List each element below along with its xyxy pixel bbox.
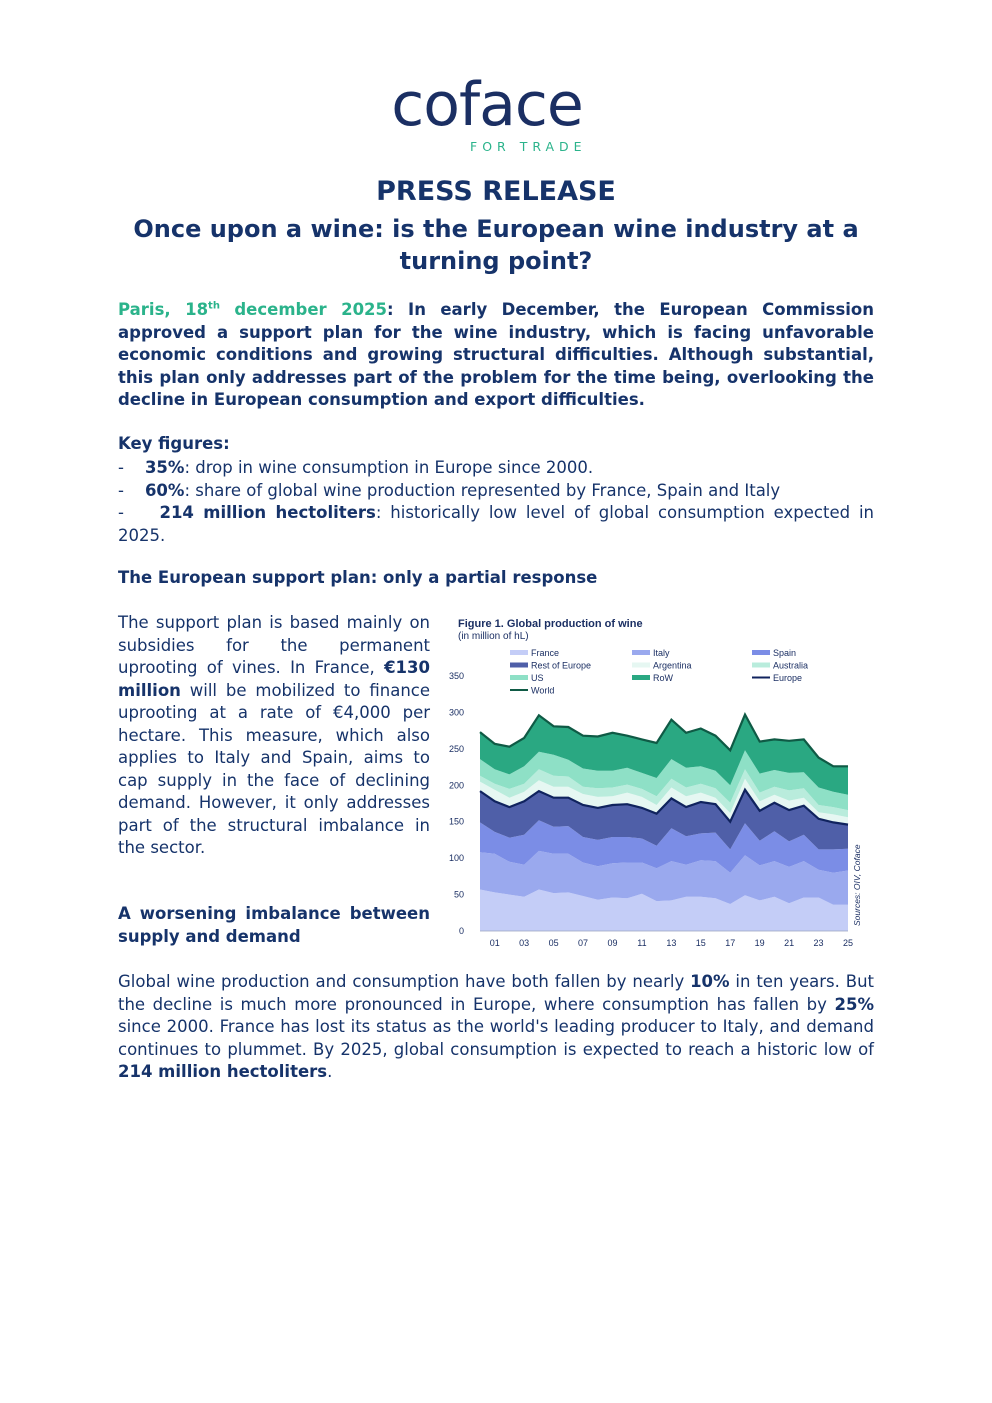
lead-text: In early December, the European Commission approved a support plan for the wine industry, which is facing unfavorable economic conditions and growing structural difficulties. Although substantial, this plan only addresses part of the problem for the time being, overlooking the decline in European consumption and export difficulties. [118,300,875,409]
legend-label: Argentina [653,660,692,671]
list-item [118,502,874,547]
x-tick-label: 15 [695,938,706,948]
key-figure-text: : drop in wine consumption in Europe since 2000. [184,458,594,477]
paragraph-bold: €130 million [118,658,430,700]
x-tick-label: 07 [578,938,589,948]
paragraph-text: in ten years. But the decline is much more pronounced in Europe, where consumption has fallen by [118,972,875,1014]
x-tick-label: 21 [784,938,795,948]
paragraph-text: Global wine production and consumption have both fallen by nearly [118,972,691,991]
lead-date: december 2025 [219,300,388,319]
legend-swatch [632,663,650,668]
list-item [118,457,874,480]
list-item [118,480,874,503]
y-tick-label: 250 [448,743,464,754]
legend-swatch [510,663,528,668]
key-figures-list [118,457,874,547]
y-tick-label: 50 [453,889,464,900]
x-tick-label: 01 [489,938,500,948]
x-tick-label: 23 [813,938,824,948]
imbalance-paragraph [118,971,874,1084]
legend-label: US [531,673,544,683]
legend-label: Italy [653,648,670,658]
key-figure-text: : historically low level of global consumption expected in 2025. [118,503,874,545]
y-tick-label: 100 [448,853,464,864]
x-tick-label: 25 [842,938,854,948]
press-release-label: PRESS RELEASE [376,176,616,207]
lead-place: Paris, 18 [118,300,209,319]
key-figure-value: 35% [144,458,185,477]
support-plan-paragraph [118,612,430,860]
paragraph-bold: 10% [690,972,730,991]
chart-subtitle: (in million of hL) [458,631,529,642]
list-dash: - [118,503,124,522]
paragraph-text: . [327,1062,333,1081]
legend-label: RoW [653,673,673,683]
y-tick-label: 350 [448,671,464,681]
section-heading-support-plan: The European support plan: only a partial response [118,568,598,587]
paragraph-text: since 2000. France has lost its status as the world's leading producer to Italy, and demand continues to plummet. By 2025, global consumption is expected to reach a historic low of [118,1017,874,1059]
legend-label: Spain [773,648,797,658]
paragraph-bold: 25% [834,994,874,1014]
chart-source: Sources: OIV, Coface [852,844,862,926]
coface-logo [362,70,612,160]
legend-swatch [632,650,650,655]
legend-swatch [510,675,528,680]
legend-label: World [531,685,555,696]
page-title: Once upon a wine: is the European wine industry at a turning point? [133,215,859,275]
legend-swatch [632,675,650,680]
key-figure-text: : share of global wine production represented by France, Spain and Italy [184,480,781,500]
paragraph-text: The support plan is based mainly on subsidies for the permanent uprooting of vines. In France, [118,613,430,677]
x-tick-label: 05 [548,938,559,948]
lead-date-sup: th [208,300,220,312]
legend-swatch [752,663,770,668]
logo-tagline: FOR TRADE [470,139,587,154]
legend-swatch [752,650,770,655]
chart-title: Figure 1. Global production of wine [458,618,643,630]
list-dash: - [118,458,124,477]
x-tick-label: 19 [754,938,765,948]
legend-label: Europe [773,673,803,683]
key-figure-value: 60% [144,480,185,500]
x-tick-label: 17 [725,938,736,948]
x-tick-label: 03 [519,938,530,948]
lead-paragraph [118,299,874,412]
wine-production-chart [442,612,882,957]
legend-label: France [531,648,560,658]
paragraph-text: will be mobilized to finance uprooting at a rate of €4,000 per hectare. This measure, which also applies to Italy and Spain, aims to cap supply in the face of declining demand. However, it only addresses part of the structural imbalance in the sector. [118,680,430,857]
x-tick-label: 13 [666,938,677,948]
legend-label: Australia [773,660,809,671]
chart-svg [442,612,882,957]
x-tick-label: 09 [607,938,618,948]
key-figure-value: 214 million hectoliters [159,503,376,522]
legend-label: Rest of Europe [531,660,592,671]
paragraph-bold: 214 million hectoliters [118,1062,328,1081]
section-heading-imbalance: A worsening imbalance between supply and demand [118,904,430,946]
legend-swatch [510,650,528,655]
x-tick-label: 11 [637,938,647,948]
key-figures-heading: Key figures: [118,434,230,453]
y-tick-label: 200 [448,780,464,791]
logo-wordmark: coface [391,70,583,140]
lead-colon: : [387,300,394,319]
y-tick-label: 0 [458,926,464,936]
y-tick-label: 150 [448,816,464,827]
list-dash: - [118,480,124,500]
y-tick-label: 300 [448,707,464,718]
